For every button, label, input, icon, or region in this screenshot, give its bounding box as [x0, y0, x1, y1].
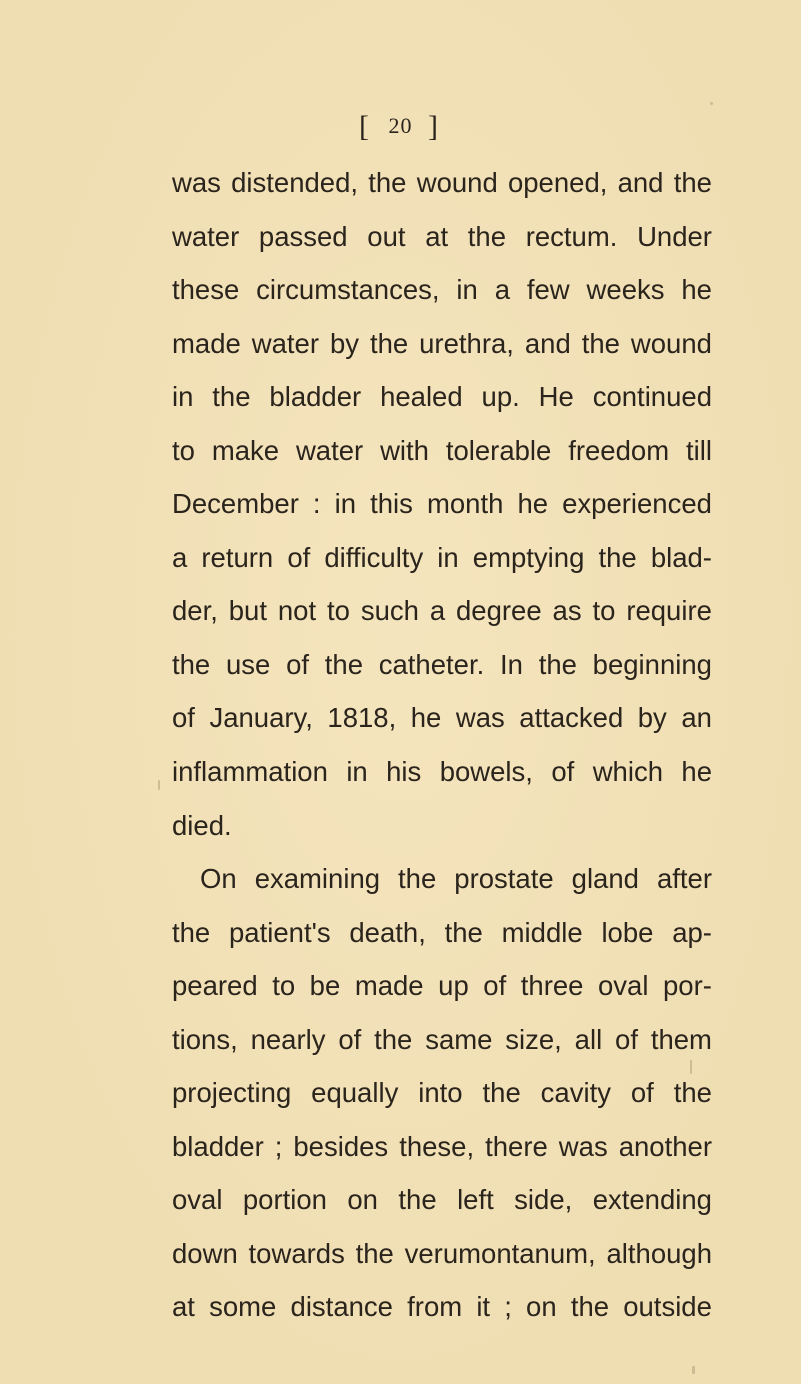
- text-line: bladder ; besides these, there was another: [172, 1130, 712, 1162]
- text-line: On examining the prostate gland after: [200, 863, 712, 895]
- page-number-header: [0, 110, 801, 144]
- text-line: a return of difficulty in emptying the blad-: [172, 541, 712, 573]
- text-line: made water by the urethra, and the wound: [172, 327, 712, 359]
- text-line: was distended, the wound opened, and the: [172, 167, 712, 198]
- text-line: inflammation in his bowels, of which he: [172, 756, 712, 788]
- text-line: to make water with tolerable freedom till: [172, 434, 712, 466]
- text-line: down towards the verumontanum, although: [172, 1237, 712, 1269]
- text-line: of January, 1818, he was attacked by an: [172, 702, 712, 734]
- paper-speck: [690, 1060, 692, 1074]
- text-line: projecting equally into the cavity of the: [172, 1077, 712, 1109]
- paper-speck: [710, 102, 713, 105]
- text-line: in the bladder healed up. He continued: [172, 381, 712, 413]
- paper-speck: [692, 1366, 695, 1374]
- text-line: water passed out at the rectum. Under: [172, 220, 712, 252]
- folio-open-bracket: [: [359, 110, 373, 143]
- text-line: December : in this month he experienced: [172, 488, 712, 520]
- body-text: [172, 156, 712, 1334]
- text-line: tions, nearly of the same size, all of them: [172, 1023, 712, 1055]
- text-line: peared to be made up of three oval por-: [172, 970, 712, 1002]
- text-line: the use of the catheter. In the beginning: [172, 648, 712, 680]
- page-number: 20: [388, 113, 413, 138]
- text-line: the patient's death, the middle lobe ap-: [172, 916, 712, 948]
- folio-close-bracket: ]: [428, 110, 442, 143]
- paper-speck: [158, 780, 160, 790]
- text-line: der, but not to such a degree as to require: [172, 595, 712, 627]
- text-line: at some distance from it ; on the outside: [172, 1291, 712, 1323]
- text-line: oval portion on the left side, extending: [172, 1184, 712, 1216]
- text-line: died.: [172, 809, 232, 841]
- text-line: these circumstances, in a few weeks he: [172, 274, 712, 306]
